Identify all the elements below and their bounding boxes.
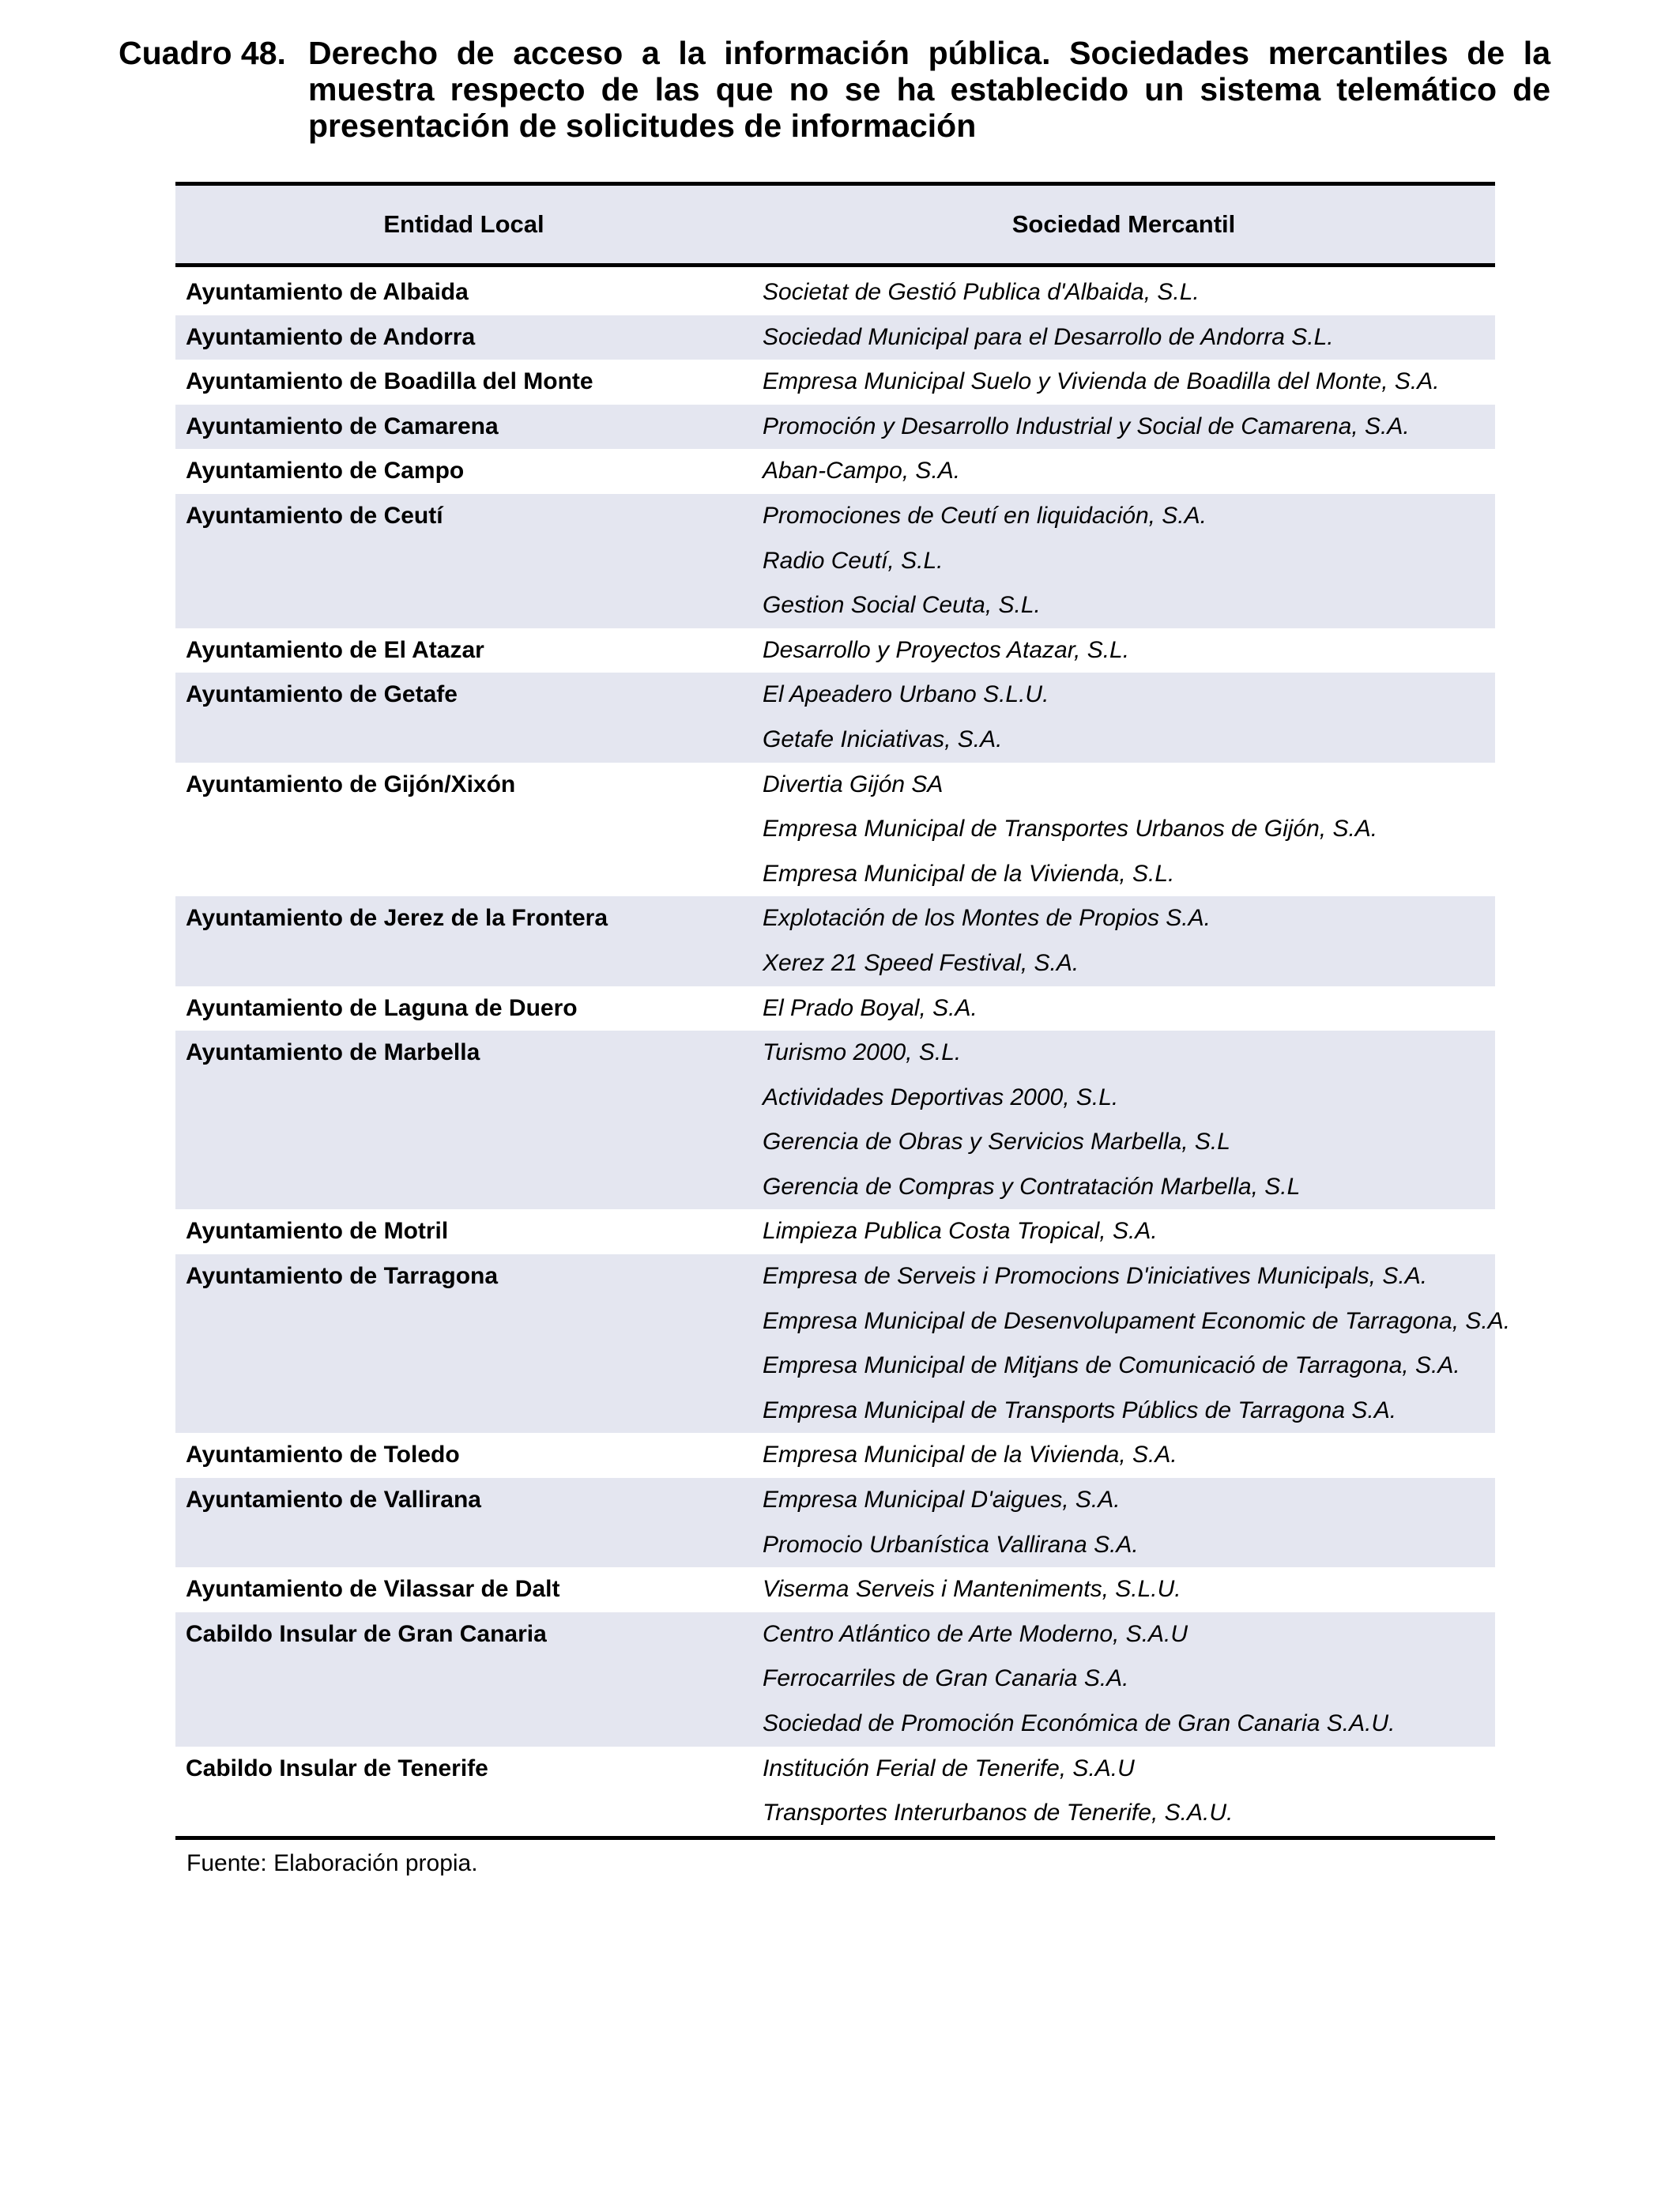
society-list — [752, 270, 1495, 315]
table-row — [175, 1612, 1495, 1747]
table-row — [175, 1478, 1495, 1567]
society-list — [752, 360, 1495, 405]
society-list — [752, 1209, 1495, 1254]
entity-cell: Ayuntamiento de Motril — [186, 1218, 449, 1245]
table-header — [175, 186, 1495, 267]
caption-title: Derecho de acceso a la información pública. Sociedades mercantiles de la muestra respecto de las que no se ha establecido un sistema telemático de presentación de solicitudes de información — [308, 35, 1550, 144]
table-row — [175, 270, 1495, 315]
header-entidad-local: Entidad Local — [383, 210, 544, 238]
society-cell: Sociedad de Promoción Económica de Gran Canaria S.A.U. — [763, 1710, 1396, 1736]
table-row — [175, 1209, 1495, 1254]
society-cell: Viserma Serveis i Manteniments, S.L.U. — [763, 1576, 1181, 1603]
society-cell: Gerencia de Obras y Servicios Marbella, S.L — [763, 1129, 1230, 1155]
entity-cell: Cabildo Insular de Gran Canaria — [186, 1620, 547, 1647]
caption-label: Cuadro 48. — [119, 35, 286, 71]
society-cell: Transportes Interurbanos de Tenerife, S.A.U. — [763, 1800, 1234, 1826]
society-list — [752, 405, 1495, 450]
society-cell: Gerencia de Compras y Contratación Marbella, S.L — [763, 1173, 1301, 1200]
society-cell: Empresa Municipal de Desenvolupament Economic de Tarragona, S.A. — [763, 1307, 1511, 1334]
society-list — [752, 1254, 1510, 1433]
society-cell: Radio Ceutí, S.L. — [763, 547, 944, 574]
header-sociedad-mercantil: Sociedad Mercantil — [1011, 210, 1236, 238]
table-caption — [119, 35, 1550, 144]
entity-cell: Ayuntamiento de Gijón/Xixón — [186, 771, 516, 797]
entity-cell: Ayuntamiento de Campo — [186, 458, 465, 484]
society-cell: Getafe Iniciativas, S.A. — [763, 726, 1003, 752]
society-list — [752, 1747, 1495, 1836]
society-cell: Actividades Deportivas 2000, S.L. — [763, 1084, 1119, 1110]
society-cell: Empresa Municipal de la Vivienda, S.L. — [763, 860, 1175, 887]
society-cell: El Prado Boyal, S.A. — [763, 994, 977, 1021]
society-list — [752, 896, 1495, 986]
society-cell: Empresa Municipal de Transports Públics de Tarragona S.A. — [763, 1397, 1397, 1423]
table-row — [175, 1433, 1495, 1478]
societies-table — [175, 182, 1511, 1840]
society-list — [752, 628, 1495, 673]
society-cell: Societat de Gestió Publica d'Albaida, S.L. — [763, 279, 1200, 305]
table-row — [175, 1747, 1495, 1836]
society-list — [752, 449, 1495, 494]
society-cell: Promociones de Ceutí en liquidación, S.A. — [763, 502, 1207, 529]
table-row — [175, 1031, 1495, 1209]
society-cell: Limpieza Publica Costa Tropical, S.A. — [763, 1218, 1158, 1245]
entity-cell: Ayuntamiento de Vallirana — [186, 1487, 481, 1514]
society-list — [752, 1031, 1495, 1209]
society-cell: Sociedad Municipal para el Desarrollo de Andorra S.L. — [763, 323, 1334, 350]
entity-cell: Ayuntamiento de Marbella — [186, 1039, 480, 1066]
society-cell: Empresa de Serveis i Promocions D'iniciatives Municipals, S.A. — [763, 1263, 1428, 1290]
society-cell: Gestion Social Ceuta, S.L. — [763, 592, 1041, 619]
society-list — [752, 1612, 1495, 1747]
society-cell: Institución Ferial de Tenerife, S.A.U — [763, 1755, 1135, 1781]
entity-cell: Ayuntamiento de Toledo — [186, 1442, 460, 1468]
entity-cell: Ayuntamiento de Tarragona — [186, 1263, 499, 1290]
table-row — [175, 673, 1495, 762]
society-cell: Empresa Municipal D'aigues, S.A. — [763, 1487, 1121, 1514]
entity-cell: Ayuntamiento de Albaida — [186, 279, 469, 305]
society-list — [752, 673, 1495, 762]
entity-cell: Cabildo Insular de Tenerife — [186, 1755, 488, 1781]
entity-cell: Ayuntamiento de Boadilla del Monte — [186, 368, 593, 395]
society-cell: El Apeadero Urbano S.L.U. — [763, 681, 1049, 708]
society-cell: Aban-Campo, S.A. — [763, 458, 961, 484]
entity-cell: Ayuntamiento de El Atazar — [186, 636, 484, 663]
society-cell: Xerez 21 Speed Festival, S.A. — [763, 949, 1079, 976]
table-row — [175, 763, 1495, 897]
entity-cell: Ayuntamiento de Laguna de Duero — [186, 994, 578, 1021]
society-cell: Empresa Municipal de Transportes Urbanos de Gijón, S.A. — [763, 816, 1378, 843]
table-row — [175, 360, 1495, 405]
society-cell: Divertia Gijón SA — [763, 771, 944, 797]
society-cell: Promoción y Desarrollo Industrial y Social de Camarena, S.A. — [763, 413, 1410, 439]
source-note: Fuente: Elaboración propia. — [186, 1850, 478, 1876]
society-cell: Centro Atlántico de Arte Moderno, S.A.U — [763, 1620, 1188, 1647]
table-row — [175, 315, 1495, 360]
society-cell: Empresa Municipal de la Vivienda, S.A. — [763, 1442, 1177, 1468]
table-row — [175, 449, 1495, 494]
entity-cell: Ayuntamiento de Ceutí — [186, 502, 443, 529]
entity-cell: Ayuntamiento de Vilassar de Dalt — [186, 1576, 560, 1603]
entity-cell: Ayuntamiento de Getafe — [186, 681, 458, 708]
table-row — [175, 405, 1495, 450]
society-cell: Promocio Urbanística Vallirana S.A. — [763, 1531, 1139, 1558]
society-list — [752, 986, 1495, 1031]
society-cell: Turismo 2000, S.L. — [763, 1039, 962, 1066]
society-cell: Ferrocarriles de Gran Canaria S.A. — [763, 1665, 1129, 1692]
entity-cell: Ayuntamiento de Jerez de la Frontera — [186, 905, 608, 932]
society-cell: Empresa Municipal de Mitjans de Comunicació de Tarragona, S.A. — [763, 1352, 1460, 1379]
society-list — [752, 494, 1495, 628]
table-row — [175, 1254, 1511, 1433]
society-list — [752, 1567, 1495, 1612]
society-list — [752, 763, 1495, 897]
society-cell: Empresa Municipal Suelo y Vivienda de Boadilla del Monte, S.A. — [763, 368, 1440, 395]
society-list — [752, 315, 1495, 360]
table-row — [175, 896, 1495, 986]
table-row — [175, 1567, 1495, 1612]
society-cell: Desarrollo y Proyectos Atazar, S.L. — [763, 636, 1130, 663]
society-list — [752, 1433, 1495, 1478]
entity-cell: Ayuntamiento de Camarena — [186, 413, 499, 439]
table-body — [175, 267, 1511, 1836]
table-row — [175, 628, 1495, 673]
society-list — [752, 1478, 1495, 1567]
table-row — [175, 494, 1495, 628]
entity-cell: Ayuntamiento de Andorra — [186, 323, 476, 350]
table-row — [175, 986, 1495, 1031]
society-cell: Explotación de los Montes de Propios S.A. — [763, 905, 1211, 932]
